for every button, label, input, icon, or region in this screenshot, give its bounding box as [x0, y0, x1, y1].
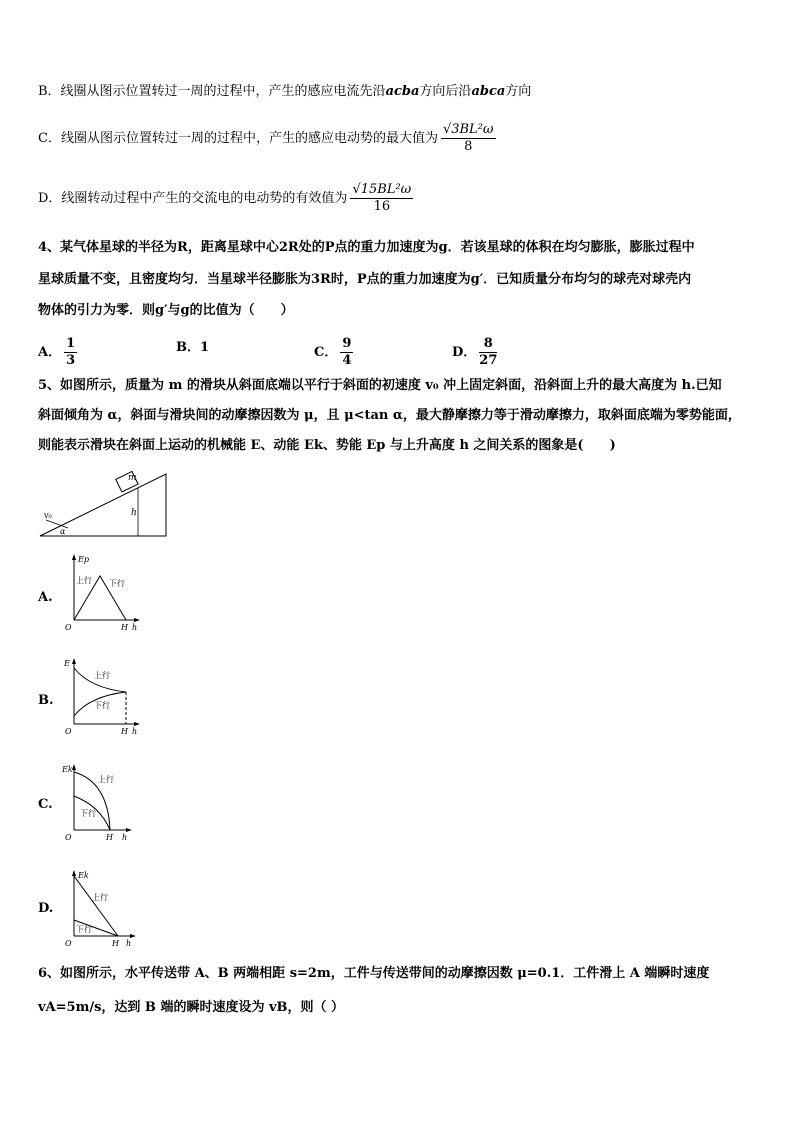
graph-d-y-label: Ek [78, 871, 89, 880]
q4-option-d [452, 336, 500, 369]
q3-acba: acba [385, 84, 420, 99]
fig-height-label: h [131, 508, 137, 518]
fig-v0-label: v₀ [44, 511, 52, 520]
graph-d-down-label: 下行 [76, 925, 92, 934]
q3-option-c-fraction [441, 122, 496, 155]
graph-b [60, 654, 142, 736]
graph-d-H: H [112, 939, 119, 948]
q3-option-b [38, 84, 531, 100]
graph-b-y-label: E [64, 659, 70, 668]
graph-c-h-axis: h [122, 833, 128, 842]
incline-triangle [40, 474, 166, 536]
q3-option-b-text: B．线圈从图示位置转过一周的过程中，产生的感应电流先沿 [38, 84, 386, 99]
q4-option-b: B．1 [176, 340, 210, 355]
q5-option-b-label: B. [38, 693, 54, 708]
graph-c-up-label: 上行 [98, 775, 114, 784]
q4-line-3: 物体的引力为零．则g′与g的比值为（ ） [38, 303, 294, 318]
graph-d-origin: O [65, 939, 72, 948]
graph-a-origin: O [65, 623, 72, 632]
q5-line-1: 5、如图所示，质量为 m 的滑块从斜面底端以平行于斜面的初速度 v₀ 冲上固定斜面，沿斜面上升的最大高度为 h.已知 [38, 378, 722, 393]
graph-c-H: H [106, 833, 113, 842]
q3-option-c [38, 122, 499, 155]
incline-figure [38, 468, 168, 538]
q4-option-a-label: A． [38, 345, 62, 360]
fig-alpha-label: α [60, 527, 66, 536]
graph-b-origin: O [65, 727, 72, 736]
q6-line-2: vA=5m/s，达到 B 端的瞬时速度设为 vB，则（ ） [38, 1000, 345, 1015]
graph-b-H: H [121, 727, 128, 736]
graph-c-y-label: Ek [62, 765, 73, 774]
graph-a [60, 550, 142, 632]
q4-option-d-fraction [479, 336, 497, 369]
q5-option-c-label: C. [38, 797, 53, 812]
q6-line-1: 6、如图所示，水平传送带 A、B 两端相距 s=2m，工件与传送带间的动摩擦因数 μ=0.1．工件滑上 A 端瞬时速度 [38, 966, 710, 981]
q3-c-numerator: √3BL²ω [442, 122, 494, 137]
q4-option-d-label: D． [452, 345, 477, 360]
q4-a-denominator: 3 [66, 353, 76, 368]
graph-a-down-label: 下行 [109, 579, 125, 588]
q4-c-denominator: 4 [342, 353, 352, 368]
graph-b-up-label: 上行 [94, 671, 110, 680]
graph-d-h-axis: h [126, 939, 132, 948]
q3-d-numerator: √15BL²ω [352, 182, 412, 197]
q4-option-c-label: C． [314, 345, 338, 360]
q5-line-2: 斜面倾角为 α，斜面与滑块间的动摩擦因数为 μ，且 μ<tan α，最大静摩擦力等于滑动摩擦力，取斜面底端为零势能面， [38, 408, 741, 423]
q5-option-a-label: A. [38, 590, 53, 605]
q3-option-d [38, 182, 416, 215]
q3-option-b-mid: 方向后沿 [419, 84, 472, 99]
q3-option-b-end: 方向 [505, 84, 532, 99]
graph-d [60, 866, 142, 948]
graph-a-y-label: Ep [78, 555, 89, 564]
q3-option-c-text: C．线圈从图示位置转过一周的过程中，产生的感应电动势的最大值为 [38, 131, 438, 146]
q5-line-3: 则能表示滑块在斜面上运动的机械能 E、动能 Ek、势能 Ep 与上升高度 h 之间关系的图象是( ) [38, 438, 616, 453]
q4-d-denominator: 27 [479, 353, 498, 368]
q3-d-denominator: 16 [373, 199, 391, 214]
graph-c [60, 760, 142, 842]
q4-option-c-fraction [340, 336, 353, 369]
graph-c-down-label: 下行 [80, 809, 96, 818]
graph-b-down-label: 下行 [94, 701, 110, 710]
q3-option-d-fraction [350, 182, 413, 215]
q4-option-a-fraction [64, 336, 77, 369]
q5-option-d-label: D. [38, 901, 54, 916]
graph-b-h-axis: h [132, 727, 138, 736]
graph-d-up-label: 上行 [92, 893, 108, 902]
q3-abca: abca [471, 84, 506, 99]
q4-a-numerator: 1 [66, 336, 76, 351]
q4-option-c [314, 336, 356, 369]
q4-line-2: 星球质量不变，且密度均匀．当星球半径膨胀为3R时，P点的重力加速度为g′．已知质量分布均匀的球壳对球壳内 [38, 272, 692, 287]
graph-c-origin: O [65, 833, 72, 842]
graph-a-H: H [121, 623, 128, 632]
q4-d-numerator: 8 [479, 336, 497, 353]
graph-a-h-axis: h [132, 623, 138, 632]
q4-line-1: 4、某气体星球的半径为R，距离星球中心2R处的P点的重力加速度为g．若该星球的体积在均匀膨胀，膨胀过程中 [38, 240, 695, 255]
q3-c-denominator: 8 [464, 139, 473, 154]
graph-a-up-label: 上行 [76, 576, 92, 585]
fig-mass-label: m [128, 473, 137, 483]
q3-option-d-text: D．线圈转动过程中产生的交流电的电动势的有效值为 [38, 191, 348, 206]
q4-option-a [38, 336, 80, 369]
q4-c-numerator: 9 [342, 336, 352, 351]
